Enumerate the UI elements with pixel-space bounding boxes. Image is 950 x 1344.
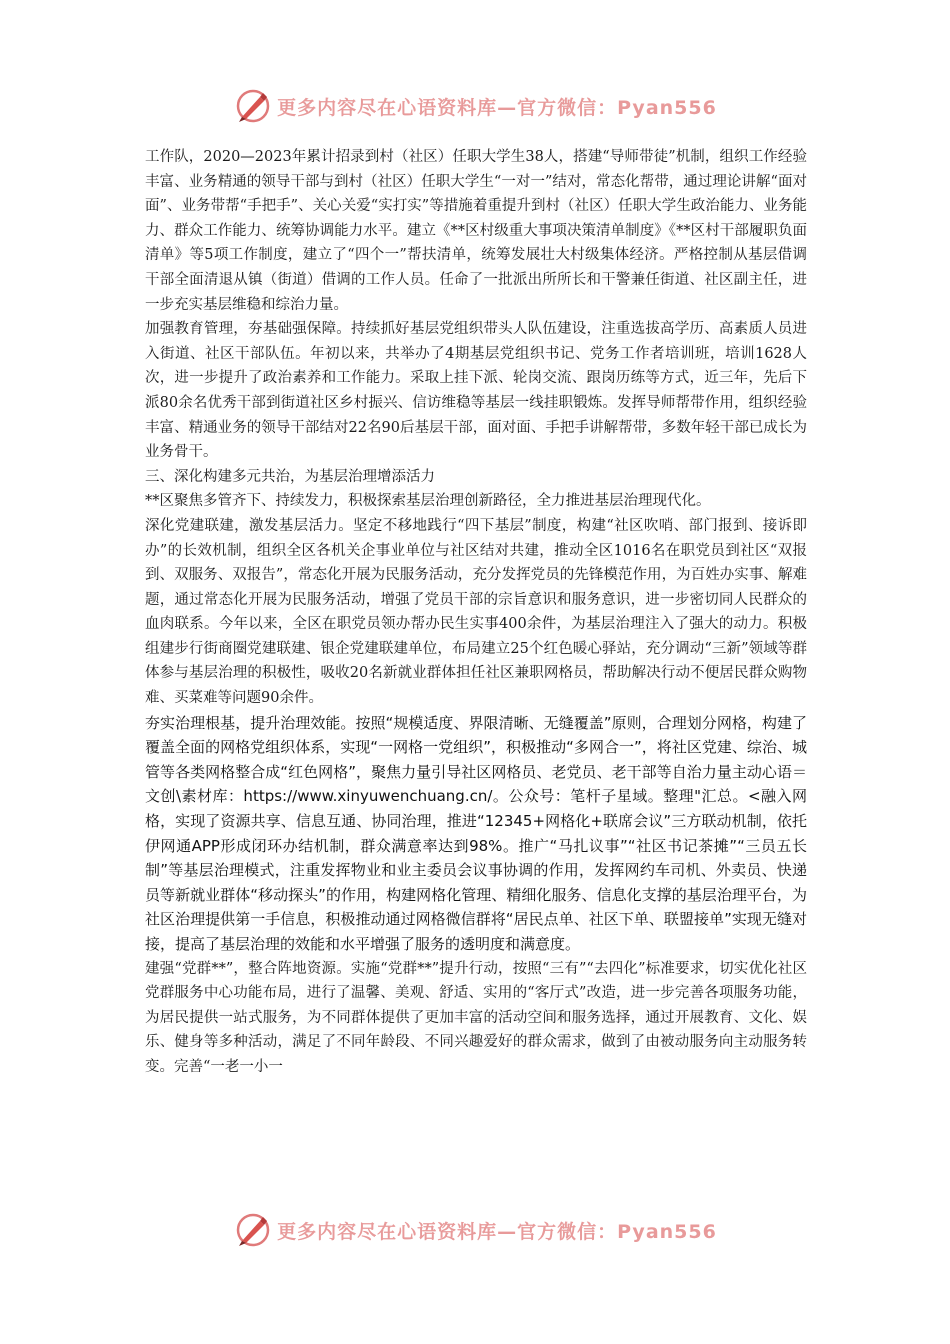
- paragraph: 夯实治理根基，提升治理效能。按照“规模适度、界限清晰、无缝覆盖”原则，合理划分网格，构建了覆盖全面的网格党组织体系，实现“一网格一党组织”，积极推动“多网合一”，将社区党建、综治、城管等各类网格整合成“红色网格”，聚焦力量引导社区网格员、老党员、老干部等自治力量主动心语＝文创\素材库：https://www.xinyuwenchuang.cn/。公众号：笔杆子星域。整理"汇总。<融入网格，实现了资源共享、信息互通、协同治理，推进“12345+网格化+联席会议”三方联动机制，依托伊网通APP形成闭环办结机制，群众满意率达到98%。推广“马扎议事”“社区书记茶摊”“三员五长制”等基层治理模式，注重发挥物业和业主委员会议事协调的作用，发挥网约车司机、外卖员、快递员等新就业群体“移动探头”的作用，构建网格化管理、精细化服务、信息化支撑的基层治理平台，为社区治理提供第一手信息，积极推动通过网格微信群将“居民点单、社区下单、联盟接单”实现无缝对接，提高了基层治理的效能和水平增强了服务的透明度和满意度。: [145, 713, 807, 953]
- paragraph: 加强教育管理，夯基础强保障。持续抓好基层党组织带头人队伍建设，注重选拔高学历、高素质人员进入街道、社区干部队伍。年初以来，共举办了4期基层党组织书记、党务工作者培训班，培训1628人次，进一步提升了政治素养和工作能力。采取上挂下派、轮岗交流、跟岗历练等方式，近三年，先后下派80余名优秀干部到街道社区乡村振兴、信访维稳等基层一线挂职锻炼。发挥导师帮带作用，组织经验丰富、精通业务的领导干部结对22名90后基层干部，面对面、手把手讲解帮带，多数年轻干部已成长为业务骨干。: [145, 321, 807, 461]
- section-heading: 三、深化构建多元共治，为基层治理增添活力: [145, 468, 435, 485]
- header-banner: [0, 84, 950, 128]
- banner-text: 更多内容尽在心语资料库—官方微信：Pyan556: [277, 1220, 717, 1243]
- document-body: [145, 145, 807, 1080]
- pen-logo-icon: [233, 1210, 273, 1250]
- pen-logo-icon: [233, 86, 273, 126]
- banner-text: 更多内容尽在心语资料库—官方微信：Pyan556: [277, 96, 717, 119]
- paragraph: 建强“党群**”，整合阵地资源。实施“党群**”提升行动，按照“三有”“去四化”标准要求，切实优化社区党群服务中心功能布局，进行了温馨、美观、舒适、实用的“客厅式”改造，进一步完善各项服务功能，为居民提供一站式服务，为不同群体提供了更加丰富的活动空间和服务选择，通过开展教育、文化、娱乐、健身等多种活动，满足了不同年龄段、不同兴趣爱好的群众需求，做到了由被动服务向主动服务转变。完善“一老一小一: [145, 960, 807, 1075]
- paragraph: 深化党建联建，激发基层活力。坚定不移地践行“四下基层”制度，构建“社区吹哨、部门报到、接诉即办”的长效机制，组织全区各机关企事业单位与社区结对共建，推动全区1016名在职党员到社区“双报到、双服务、双报告”，常态化开展为民服务活动，充分发挥党员的先锋模范作用，为百姓办实事、解难题，通过常态化开展为民服务活动，增强了党员干部的宗旨意识和服务意识，进一步密切同人民群众的血肉联系。今年以来，全区在职党员领办帮办民生实事400余件，为基层治理注入了强大的动力。积极组建步行街商圈党建联建、银企党建联建单位，布局建立25个红色暖心驿站，充分调动“三新”领域等群体参与基层治理的积极性，吸收20名新就业群体担任社区兼职网格员，帮助解决行动不便居民群众购物难、买菜难等问题90余件。: [145, 517, 807, 707]
- paragraph: **区聚焦多管齐下、持续发力，积极探索基层治理创新路径，全力推进基层治理现代化。: [145, 493, 711, 510]
- paragraph: 工作队，2020—2023年累计招录到村（社区）任职大学生38人，搭建“导师带徒”机制，组织工作经验丰富、业务精通的领导干部与到村（社区）任职大学生“一对一”结对，常态化帮带，通过理论讲解“面对面”、业务带帮“手把手”、关心关爱“实打实”等措施着重提升到村（社区）任职大学生政治能力、业务能力、群众工作能力、统筹协调能力水平。建立《**区村级重大事项决策清单制度》《**区村干部履职负面清单》等5项工作制度，建立了“四个一”帮扶清单，统筹发展壮大村级集体经济。严格控制从基层借调干部全面清退从镇（街道）借调的工作人员。任命了一批派出所所长和干警兼任街道、社区副主任，进一步充实基层维稳和综治力量。: [145, 149, 807, 313]
- footer-banner: [0, 1208, 950, 1252]
